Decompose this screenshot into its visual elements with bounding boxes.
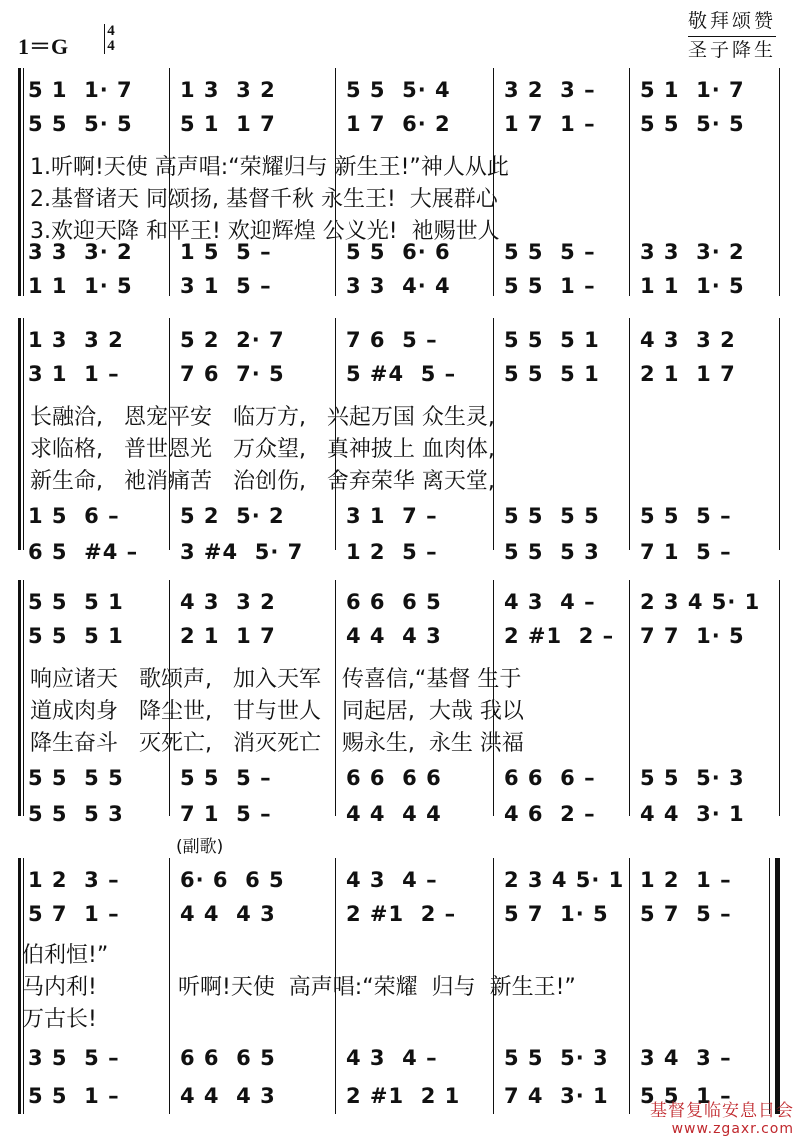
measure-notes: 5 5 1 – — [504, 274, 596, 298]
song-category: 敬拜颂赞 — [688, 8, 776, 37]
measure-notes: 6 6 6 6 — [346, 766, 442, 790]
lyric-line — [18, 432, 780, 462]
measure-notes: 3 3 3· 2 — [640, 240, 745, 264]
voice-row — [18, 274, 780, 300]
measure-notes: 5 7 5 – — [640, 902, 732, 926]
measure-notes: 5 7 1 – — [28, 902, 120, 926]
lyric-text: 求临格, 普世恩光 万众望, 真神披上 血肉体, — [30, 437, 495, 462]
measure-notes: 2 #1 2 1 — [346, 1084, 461, 1108]
measure-notes: 4 3 4 – — [346, 1046, 438, 1070]
measure-notes: 2 1 1 7 — [180, 624, 276, 648]
measure-notes: 1 5 6 – — [28, 504, 120, 528]
lyric-line — [18, 182, 780, 212]
measure-notes: 5 1 1· 7 — [28, 78, 133, 102]
measure-notes: 5 5 5 5 — [504, 504, 600, 528]
voice-row — [18, 112, 780, 138]
measure-notes: 5 5 5· 3 — [640, 766, 745, 790]
measure-notes: 6 6 6 5 — [180, 1046, 276, 1070]
meter-bottom: 4 — [107, 38, 115, 54]
measure-notes: 3 3 4· 4 — [346, 274, 451, 298]
measure-notes: 5 5 5· 4 — [346, 78, 451, 102]
lyric-text: 长融洽, 恩宠平安 临万方, 兴起万国 众生灵, — [30, 405, 495, 430]
measure-notes: 5 5 5 5 — [28, 766, 124, 790]
measure-notes: 7 6 5 – — [346, 328, 438, 352]
lyric-text: 3.欢迎天降 和平王! 欢迎辉煌 公义光! 祂赐世人 — [30, 219, 500, 244]
score-system — [18, 68, 780, 296]
measure-notes: 1 2 3 – — [28, 868, 120, 892]
voice-row — [18, 590, 780, 616]
lyric-line — [18, 694, 780, 724]
measure-notes: 5 1 1· 7 — [640, 78, 745, 102]
measure-notes: 4 4 4 3 — [180, 902, 276, 926]
meter-top: 4 — [107, 23, 115, 39]
measure-notes: 1 2 5 – — [346, 540, 438, 564]
voice-row — [18, 78, 780, 104]
measure-notes: 1 3 3 2 — [180, 78, 276, 102]
measure-notes: 5 2 5· 2 — [180, 504, 285, 528]
lyric-text: 1.听啊!天使 高声唱:“荣耀归与 新生王!”神人从此 — [30, 155, 509, 180]
voice-row — [18, 504, 780, 530]
measure-notes: 5 5 5 – — [640, 504, 732, 528]
measure-notes: 5 5 5 1 — [28, 624, 124, 648]
voice-row — [18, 766, 780, 792]
song-titles — [688, 8, 776, 64]
measure-notes: 3 1 1 – — [28, 362, 120, 386]
measure-notes: 5 5 1 – — [640, 1084, 732, 1108]
voice-row — [18, 328, 780, 354]
measure-notes: 4 3 3 2 — [640, 328, 736, 352]
refrain-lyric-line — [18, 970, 780, 1000]
measure-notes: 5 1 1 7 — [180, 112, 276, 136]
measure-notes: 4 4 3· 1 — [640, 802, 745, 826]
measure-notes: 5 5 5 1 — [504, 328, 600, 352]
time-signature — [104, 24, 118, 54]
voice-row — [18, 362, 780, 388]
measure-notes: 3 #4 5· 7 — [180, 540, 304, 564]
voice-row — [18, 902, 780, 928]
measure-notes: 3 2 3 – — [504, 78, 596, 102]
measure-notes: 7 1 5 – — [640, 540, 732, 564]
lyric-text: 响应诸天 歌颂声, 加入天军 传喜信,“基督 生于 — [30, 667, 522, 692]
lyric-line — [18, 214, 780, 244]
lyric-line — [18, 938, 780, 968]
watermark-url: www.zgaxr.com — [671, 1121, 794, 1137]
measure-notes: 5 5 5· 3 — [504, 1046, 609, 1070]
lyric-line — [18, 1002, 780, 1032]
measure-notes: 5 2 2· 7 — [180, 328, 285, 352]
measure-notes: 4 4 4 4 — [346, 802, 442, 826]
measure-notes: 4 3 4 – — [346, 868, 438, 892]
lyric-text: 听啊!天使 高声唱:“荣耀 归与 新生王!” — [178, 975, 576, 1000]
measure-notes: 7 1 5 – — [180, 802, 272, 826]
voice-row — [18, 802, 780, 828]
measure-notes: 5 7 1· 5 — [504, 902, 609, 926]
measure-notes: 7 7 1· 5 — [640, 624, 745, 648]
measure-notes: 5 5 5 3 — [504, 540, 600, 564]
measure-notes: 4 4 4 3 — [180, 1084, 276, 1108]
watermark-site-name: 基督复临安息日会 — [650, 1101, 794, 1121]
lyric-line — [18, 150, 780, 180]
key-signature: 1＝G — [18, 34, 69, 59]
lyric-text: 道成肉身 降尘世, 甘与世人 同起居, 大哉 我以 — [30, 699, 524, 724]
song-subcategory: 圣子降生 — [687, 39, 776, 61]
measure-notes: 5 5 5 – — [504, 240, 596, 264]
measure-notes: 5 5 5 3 — [28, 802, 124, 826]
measure-notes: 1 3 3 2 — [28, 328, 124, 352]
measure-notes: 6 5 #4 – — [28, 540, 139, 564]
measure-notes: 2 1 1 7 — [640, 362, 736, 386]
measure-notes: 6 6 6 5 — [346, 590, 442, 614]
lyric-text: 2.基督诸天 同颂扬, 基督千秋 永生王! 大展群心 — [30, 187, 498, 212]
measure-notes: 5 5 5· 5 — [28, 112, 133, 136]
measure-notes: 2 #1 2 – — [346, 902, 457, 926]
measure-notes: 1 1 1· 5 — [640, 274, 745, 298]
measure-notes: 6 6 6 – — [504, 766, 596, 790]
lyric-line — [18, 726, 780, 756]
measure-notes: 1 5 5 – — [180, 240, 272, 264]
measure-notes: 3 4 3 – — [640, 1046, 732, 1070]
measure-notes: 3 3 3· 2 — [28, 240, 133, 264]
measure-notes: 4 3 3 2 — [180, 590, 276, 614]
measure-notes: 1 1 1· 5 — [28, 274, 133, 298]
measure-notes: 2 3 4 5· 1 — [504, 868, 625, 892]
measure-notes: 6· 6 6 5 — [180, 868, 285, 892]
lyric-text: 新生命, 祂消痛苦 治创伤, 舍弃荣华 离天堂, — [30, 469, 495, 494]
measure-notes: 7 6 7· 5 — [180, 362, 285, 386]
measure-notes: 3 1 7 – — [346, 504, 438, 528]
score-system — [18, 837, 780, 1114]
measure-notes: 5 5 1 – — [28, 1084, 120, 1108]
measure-notes: 4 3 4 – — [504, 590, 596, 614]
measure-notes: 1 2 1 – — [640, 868, 732, 892]
voice-row — [18, 1046, 780, 1072]
voice-row — [18, 624, 780, 650]
measure-notes: 1 7 1 – — [504, 112, 596, 136]
lyric-text: 马内利! — [22, 975, 97, 1000]
measure-notes: 5 5 6· 6 — [346, 240, 451, 264]
lyric-line — [18, 662, 780, 692]
measure-notes: 1 7 6· 2 — [346, 112, 451, 136]
score-system — [18, 580, 780, 826]
measure-notes: 5 #4 5 – — [346, 362, 457, 386]
voice-row — [18, 540, 780, 566]
measure-notes: 5 5 5 – — [180, 766, 272, 790]
measure-notes: 5 5 5 1 — [28, 590, 124, 614]
lyric-line — [18, 400, 780, 430]
measure-notes: 2 3 4 5· 1 — [640, 590, 761, 614]
measure-notes: 5 5 5 1 — [504, 362, 600, 386]
lyric-text: 万古长! — [22, 1007, 97, 1032]
watermark — [650, 1096, 794, 1137]
measure-notes: 3 5 5 – — [28, 1046, 120, 1070]
lyric-text: 伯利恒!” — [22, 943, 109, 968]
voice-row — [18, 868, 780, 894]
measure-notes: 2 #1 2 – — [504, 624, 615, 648]
measure-notes: 3 1 5 – — [180, 274, 272, 298]
measure-notes: 5 5 5· 5 — [640, 112, 745, 136]
lyric-line — [18, 464, 780, 494]
lyric-text: 降生奋斗 灭死亡, 消灭死亡 赐永生, 永生 洪福 — [30, 731, 524, 756]
measure-notes: 4 4 4 3 — [346, 624, 442, 648]
section-label: (副歌) — [176, 837, 224, 857]
score-system — [18, 318, 780, 564]
measure-notes: 4 6 2 – — [504, 802, 596, 826]
meter-divider — [104, 24, 105, 54]
measure-notes: 7 4 3· 1 — [504, 1084, 609, 1108]
